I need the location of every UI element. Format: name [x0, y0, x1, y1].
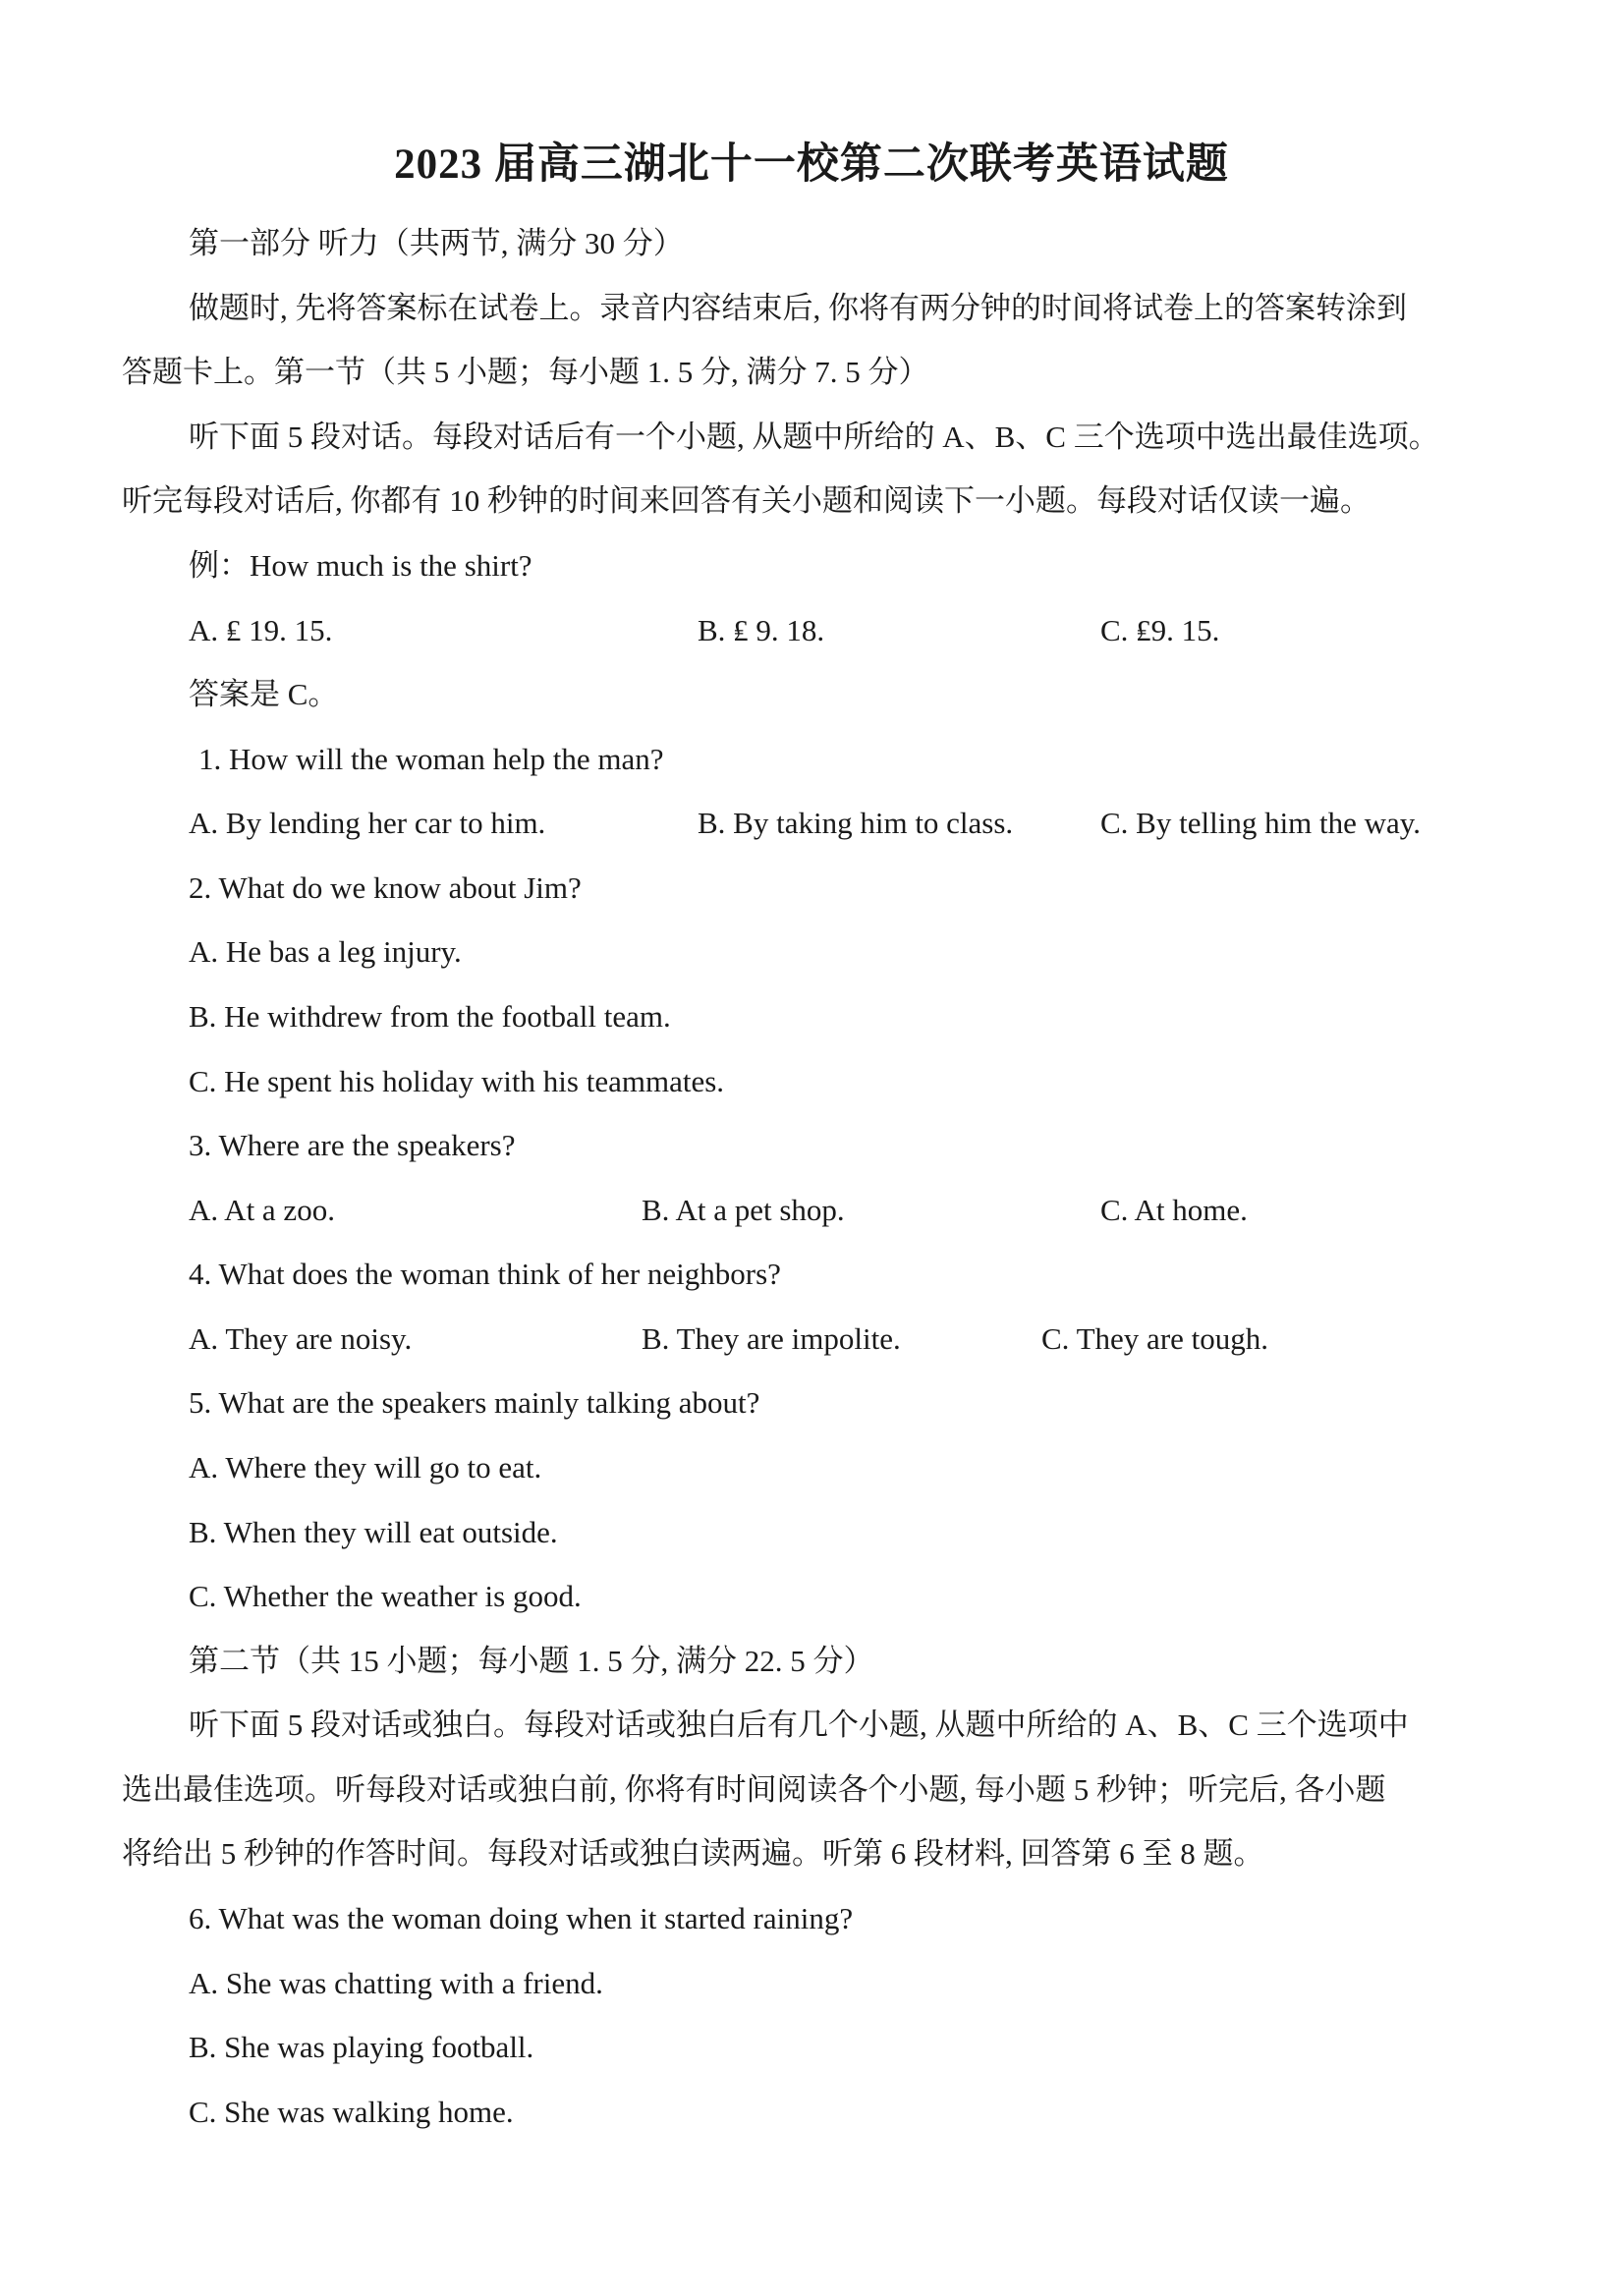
example-answer: 答案是 C。 [189, 677, 339, 711]
question-3-option-c: C. At home. [1100, 1193, 1248, 1227]
question-1-option-a: A. By lending her car to him. [189, 806, 546, 840]
question-2-option-b: B. He withdrew from the football team. [189, 999, 671, 1034]
question-2-stem: 2. What do we know about Jim? [189, 870, 582, 905]
exam-title: 2023 届高三湖北十一校第二次联考英语试题 [394, 141, 1229, 188]
section1-directions-line2: 听完每段对话后, 你都有 10 秒钟的时间来回答有关小题和阅读下一小题。每段对话仅读一遍。 [122, 483, 1371, 518]
question-3-option-a: A. At a zoo. [189, 1193, 335, 1227]
part1-instruction-line2: 答题卡上。第一节（共 5 小题；每小题 1. 5 分, 满分 7. 5 分） [122, 355, 929, 389]
question-6-stem: 6. What was the woman doing when it started raining? [189, 1901, 854, 1935]
question-6-option-b: B. She was playing football. [189, 2030, 534, 2064]
question-1-option-b: B. By taking him to class. [698, 806, 1014, 840]
question-2-option-a: A. He bas a leg injury. [189, 934, 462, 969]
section2-directions-line1: 听下面 5 段对话或独白。每段对话或独白后有几个小题, 从题中所给的 A、B、C 三个选项中 [189, 1708, 1409, 1742]
question-4-option-a: A. They are noisy. [189, 1321, 413, 1356]
section2-directions-line2: 选出最佳选项。听每段对话或独白前, 你将有时间阅读各个小题, 每小题 5 秒钟；听完后, 各小题 [122, 1772, 1386, 1807]
part1-heading: 第一部分 听力（共两节, 满分 30 分） [189, 226, 684, 260]
question-4-stem: 4. What does the woman think of her neighbors? [189, 1257, 781, 1291]
part1-instruction-line1: 做题时, 先将答案标在试卷上。录音内容结束后, 你将有两分钟的时间将试卷上的答案转涂到 [189, 291, 1407, 325]
question-5-option-b: B. When they will eat outside. [189, 1515, 558, 1549]
example-option-a: A. ₤ 19. 15. [189, 613, 333, 647]
question-5-stem: 5. What are the speakers mainly talking about? [189, 1385, 760, 1420]
question-3-option-b: B. At a pet shop. [642, 1193, 845, 1227]
section2-directions-line3: 将给出 5 秒钟的作答时间。每段对话或独白读两遍。听第 6 段材料, 回答第 6 至 8 题。 [122, 1836, 1264, 1871]
question-5-option-c: C. Whether the weather is good. [189, 1579, 582, 1613]
question-6-option-a: A. She was chatting with a friend. [189, 1966, 603, 2000]
question-4-option-b: B. They are impolite. [642, 1321, 901, 1356]
question-1-stem: 1. How will the woman help the man? [198, 742, 664, 776]
example-option-b: B. ₤ 9. 18. [698, 613, 825, 647]
question-3-stem: 3. Where are the speakers? [189, 1128, 516, 1162]
section2-heading: 第二节（共 15 小题；每小题 1. 5 分, 满分 22. 5 分） [189, 1644, 874, 1678]
section1-directions-line1: 听下面 5 段对话。每段对话后有一个小题, 从题中所给的 A、B、C 三个选项中选出最佳选项。 [189, 420, 1439, 454]
question-4-option-c: C. They are tough. [1041, 1321, 1269, 1356]
example-option-c: C. ₤9. 15. [1100, 613, 1220, 647]
question-5-option-a: A. Where they will go to eat. [189, 1450, 542, 1484]
example-question: 例：How much is the shirt? [189, 548, 532, 583]
question-6-option-c: C. She was walking home. [189, 2095, 514, 2129]
question-1-option-c: C. By telling him the way. [1100, 806, 1422, 840]
question-2-option-c: C. He spent his holiday with his teammates. [189, 1064, 725, 1098]
